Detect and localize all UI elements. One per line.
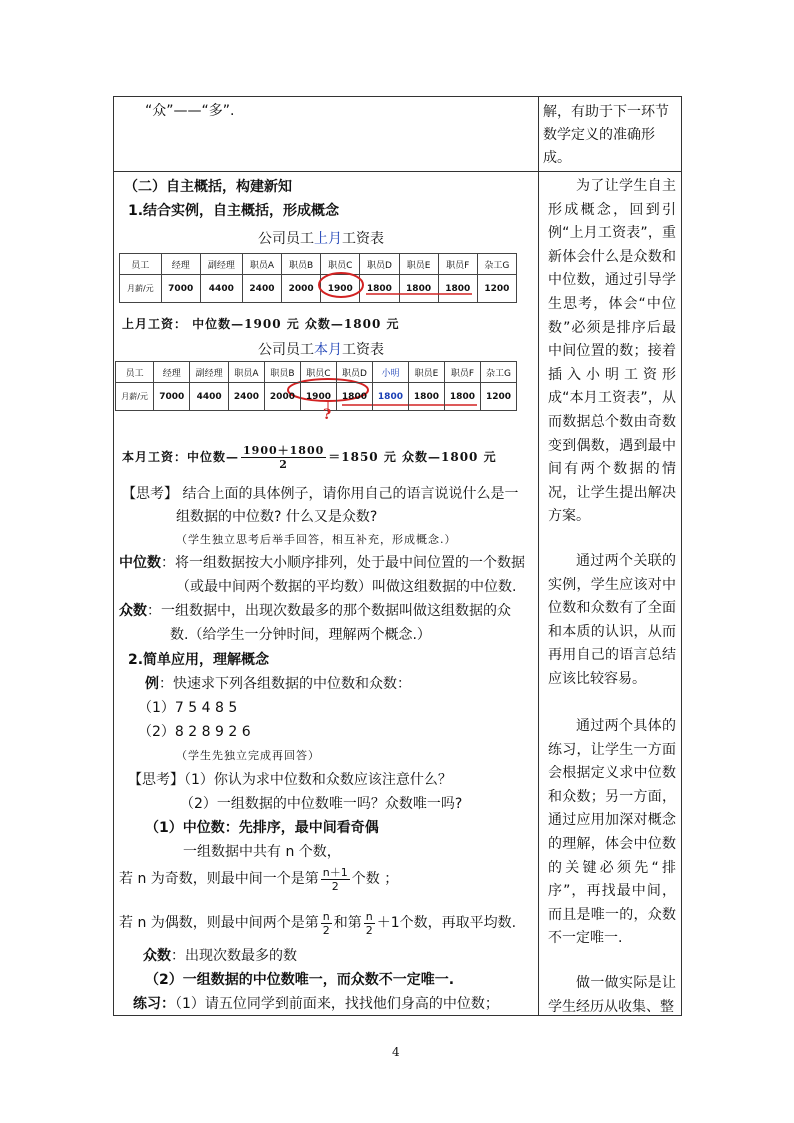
subheading-1: 1.结合实例，自主概括，形成概念 [128, 203, 340, 219]
table-cell: 职员B [282, 254, 321, 275]
think2-line-2: （2）一组数据的中位数唯一吗？众数唯一吗? [180, 796, 463, 812]
note-1: （学生独立思考后举手回答，相互补充，形成概念.） [176, 533, 457, 546]
right-note-2: 通过两个关联的实例，学生应该对中位数和众数有了全面和本质的认识，从而再用自己的语言总结应该比较容易。 [548, 553, 676, 687]
table-cell: 员工 [120, 254, 162, 275]
even-rule: 若 n 为偶数，则最中间两个是第 $\frac{n}{2}$ 和第 $\frac{n}{2}$ ＋1个数，再取平均数. [119, 909, 517, 937]
median-circle [319, 273, 363, 297]
point-1a: 一组数据中共有 n 个数， [183, 844, 341, 860]
table-cell: 1200 [480, 383, 516, 411]
table-cell: 职员E [399, 254, 438, 275]
table-cell: 职员D [360, 254, 399, 275]
example-line: 例：快速求下列各组数据的中位数和众数： [145, 676, 411, 692]
table-cell: 1800 [408, 383, 444, 411]
this-month-summary: 本月工资：中位数— $\frac{1900+1800}{2}$ ＝1850 元 众数—1800 元 [122, 444, 497, 471]
table-cell: 经理 [154, 362, 190, 383]
table-cell: 2400 [242, 275, 281, 303]
table-cell: 职员A [242, 254, 281, 275]
table-cell: 职员F [438, 254, 477, 275]
odd-fraction: $\frac{n+1}{2}$ [322, 865, 348, 893]
table-cell: 职员B [264, 362, 300, 383]
table-cell: 月薪/元 [116, 383, 154, 411]
mode-definition-2: 数.（给学生一分钟时间，理解两个概念.） [170, 627, 431, 643]
think-line-1: 【思考】 结合上面的具体例子，请你用自己的语言说说什么是一 [122, 486, 519, 502]
table-cell: 职员C [321, 254, 360, 275]
table-cell: 副经理 [190, 362, 229, 383]
table-row [116, 383, 517, 411]
example-1: （1）7 5 4 8 5 [138, 700, 238, 716]
table-cell: 副经理 [200, 254, 242, 275]
think2-line-1: 【思考】（1）你认为求中位数和众数应该注意什么？ [128, 772, 452, 788]
example-2: （2）8 2 8 9 2 6 [138, 724, 251, 740]
table-cell: 2000 [282, 275, 321, 303]
table-cell: 杂工G [477, 254, 516, 275]
mode-point: 众数：出现次数最多的数 [143, 948, 297, 964]
table-cell: 1800 [336, 383, 372, 411]
point-2: （2）一组数据的中位数唯一，而众数不一定唯一. [145, 972, 455, 988]
even-fraction-1: $\frac{n}{2}$ [322, 909, 330, 937]
table-cell: 2000 [264, 383, 300, 411]
table-cell: 7000 [154, 383, 190, 411]
question-mark: ? [323, 407, 332, 423]
salary-table-this-month [115, 361, 517, 411]
point-1: （1）中位数：先排序，最中间看奇偶 [145, 820, 379, 836]
table-cell: 1800 [372, 383, 408, 411]
table-cell: 2400 [228, 383, 264, 411]
table-cell: 1200 [477, 275, 516, 303]
page-number: 4 [392, 1045, 400, 1059]
practice-line: 练习：（1）请五位同学到前面来，找找他们身高的中位数； [133, 996, 499, 1012]
table-cell: 月薪/元 [120, 275, 162, 303]
think-line-2: 组数据的中位数? 什么又是众数? [176, 509, 378, 525]
table-cell: 7000 [161, 275, 200, 303]
median-fraction: $\frac{1900+1800}{2}$ [243, 444, 325, 471]
table-cell: 职员F [444, 362, 480, 383]
last-month-summary: 上月工资： 中位数—1900 元 众数—1800 元 [122, 317, 400, 331]
table2-title: 公司员工本月工资表 [258, 342, 384, 358]
top-right-line-1: 解，有助于下一环节 [543, 104, 669, 120]
table-cell: 1900 [300, 383, 336, 411]
note-2: （学生先独立完成再回答） [176, 749, 320, 762]
table-cell: 1800 [444, 383, 480, 411]
table-cell: 小明 [372, 362, 408, 383]
table-row [116, 362, 517, 383]
table-cell: 1900 [321, 275, 360, 303]
table-cell: 职员D [336, 362, 372, 383]
table-cell: 1800 [360, 275, 399, 303]
table-cell: 经理 [161, 254, 200, 275]
table-cell: 员工 [116, 362, 154, 383]
right-note-4: 做一做实际是让学生经历从收集、整 [548, 975, 676, 1015]
odd-rule: 若 n 为奇数，则最中间一个是第 $\frac{n+1}{2}$ 个数 ； [119, 865, 399, 893]
table-cell: 职员A [228, 362, 264, 383]
right-note-3: 通过两个具体的练习，让学生一方面会根据定义求中位数和众数；另一方面，通过应用加深对概念的理解，体会中位数的关键必须先“排序”，再找最中间，而且是唯一的，众数不一定唯一. [548, 718, 676, 947]
table-cell: 4400 [190, 383, 229, 411]
section-heading: （二）自主概括，构建新知 [124, 179, 292, 195]
median-definition-1: 中位数：将一组数据按大小顺序排列，处于最中间位置的一个数据 [119, 555, 525, 571]
top-right-line-3: 成。 [543, 150, 571, 166]
even-fraction-2: $\frac{n}{2}$ [365, 909, 373, 937]
median-definition-2: （或最中间两个数据的平均数）叫做这组数据的中位数. [176, 579, 517, 595]
table-cell: 1800 [438, 275, 477, 303]
table1-title: 公司员工上月工资表 [258, 231, 384, 247]
top-right-line-2: 数学定义的准确形 [543, 127, 655, 143]
right-note-1: 为了让学生自主形成概念，回到引例“上月工资表”，重新体会什么是众数和中位数，通过引导学生思考，体会“中位数”必须是排序后最中间位置的数；接着插入小明工资形成“本月工资表”，从而数据总个数由奇数变到偶数，遇到最中间有两个数据的情况，让学生提出解决方案。 [548, 178, 676, 525]
table-cell: 职员C [300, 362, 336, 383]
top-left-text: “众”——“多”. [145, 103, 235, 119]
table-cell: 职员E [408, 362, 444, 383]
subheading-2: 2.简单应用，理解概念 [128, 652, 270, 668]
table-cell: 杂工G [480, 362, 516, 383]
table-cell: 4400 [200, 275, 242, 303]
table-cell: 1800 [399, 275, 438, 303]
mode-definition-1: 众数：一组数据中，出现次数最多的那个数据叫做这组数据的众 [119, 603, 511, 619]
